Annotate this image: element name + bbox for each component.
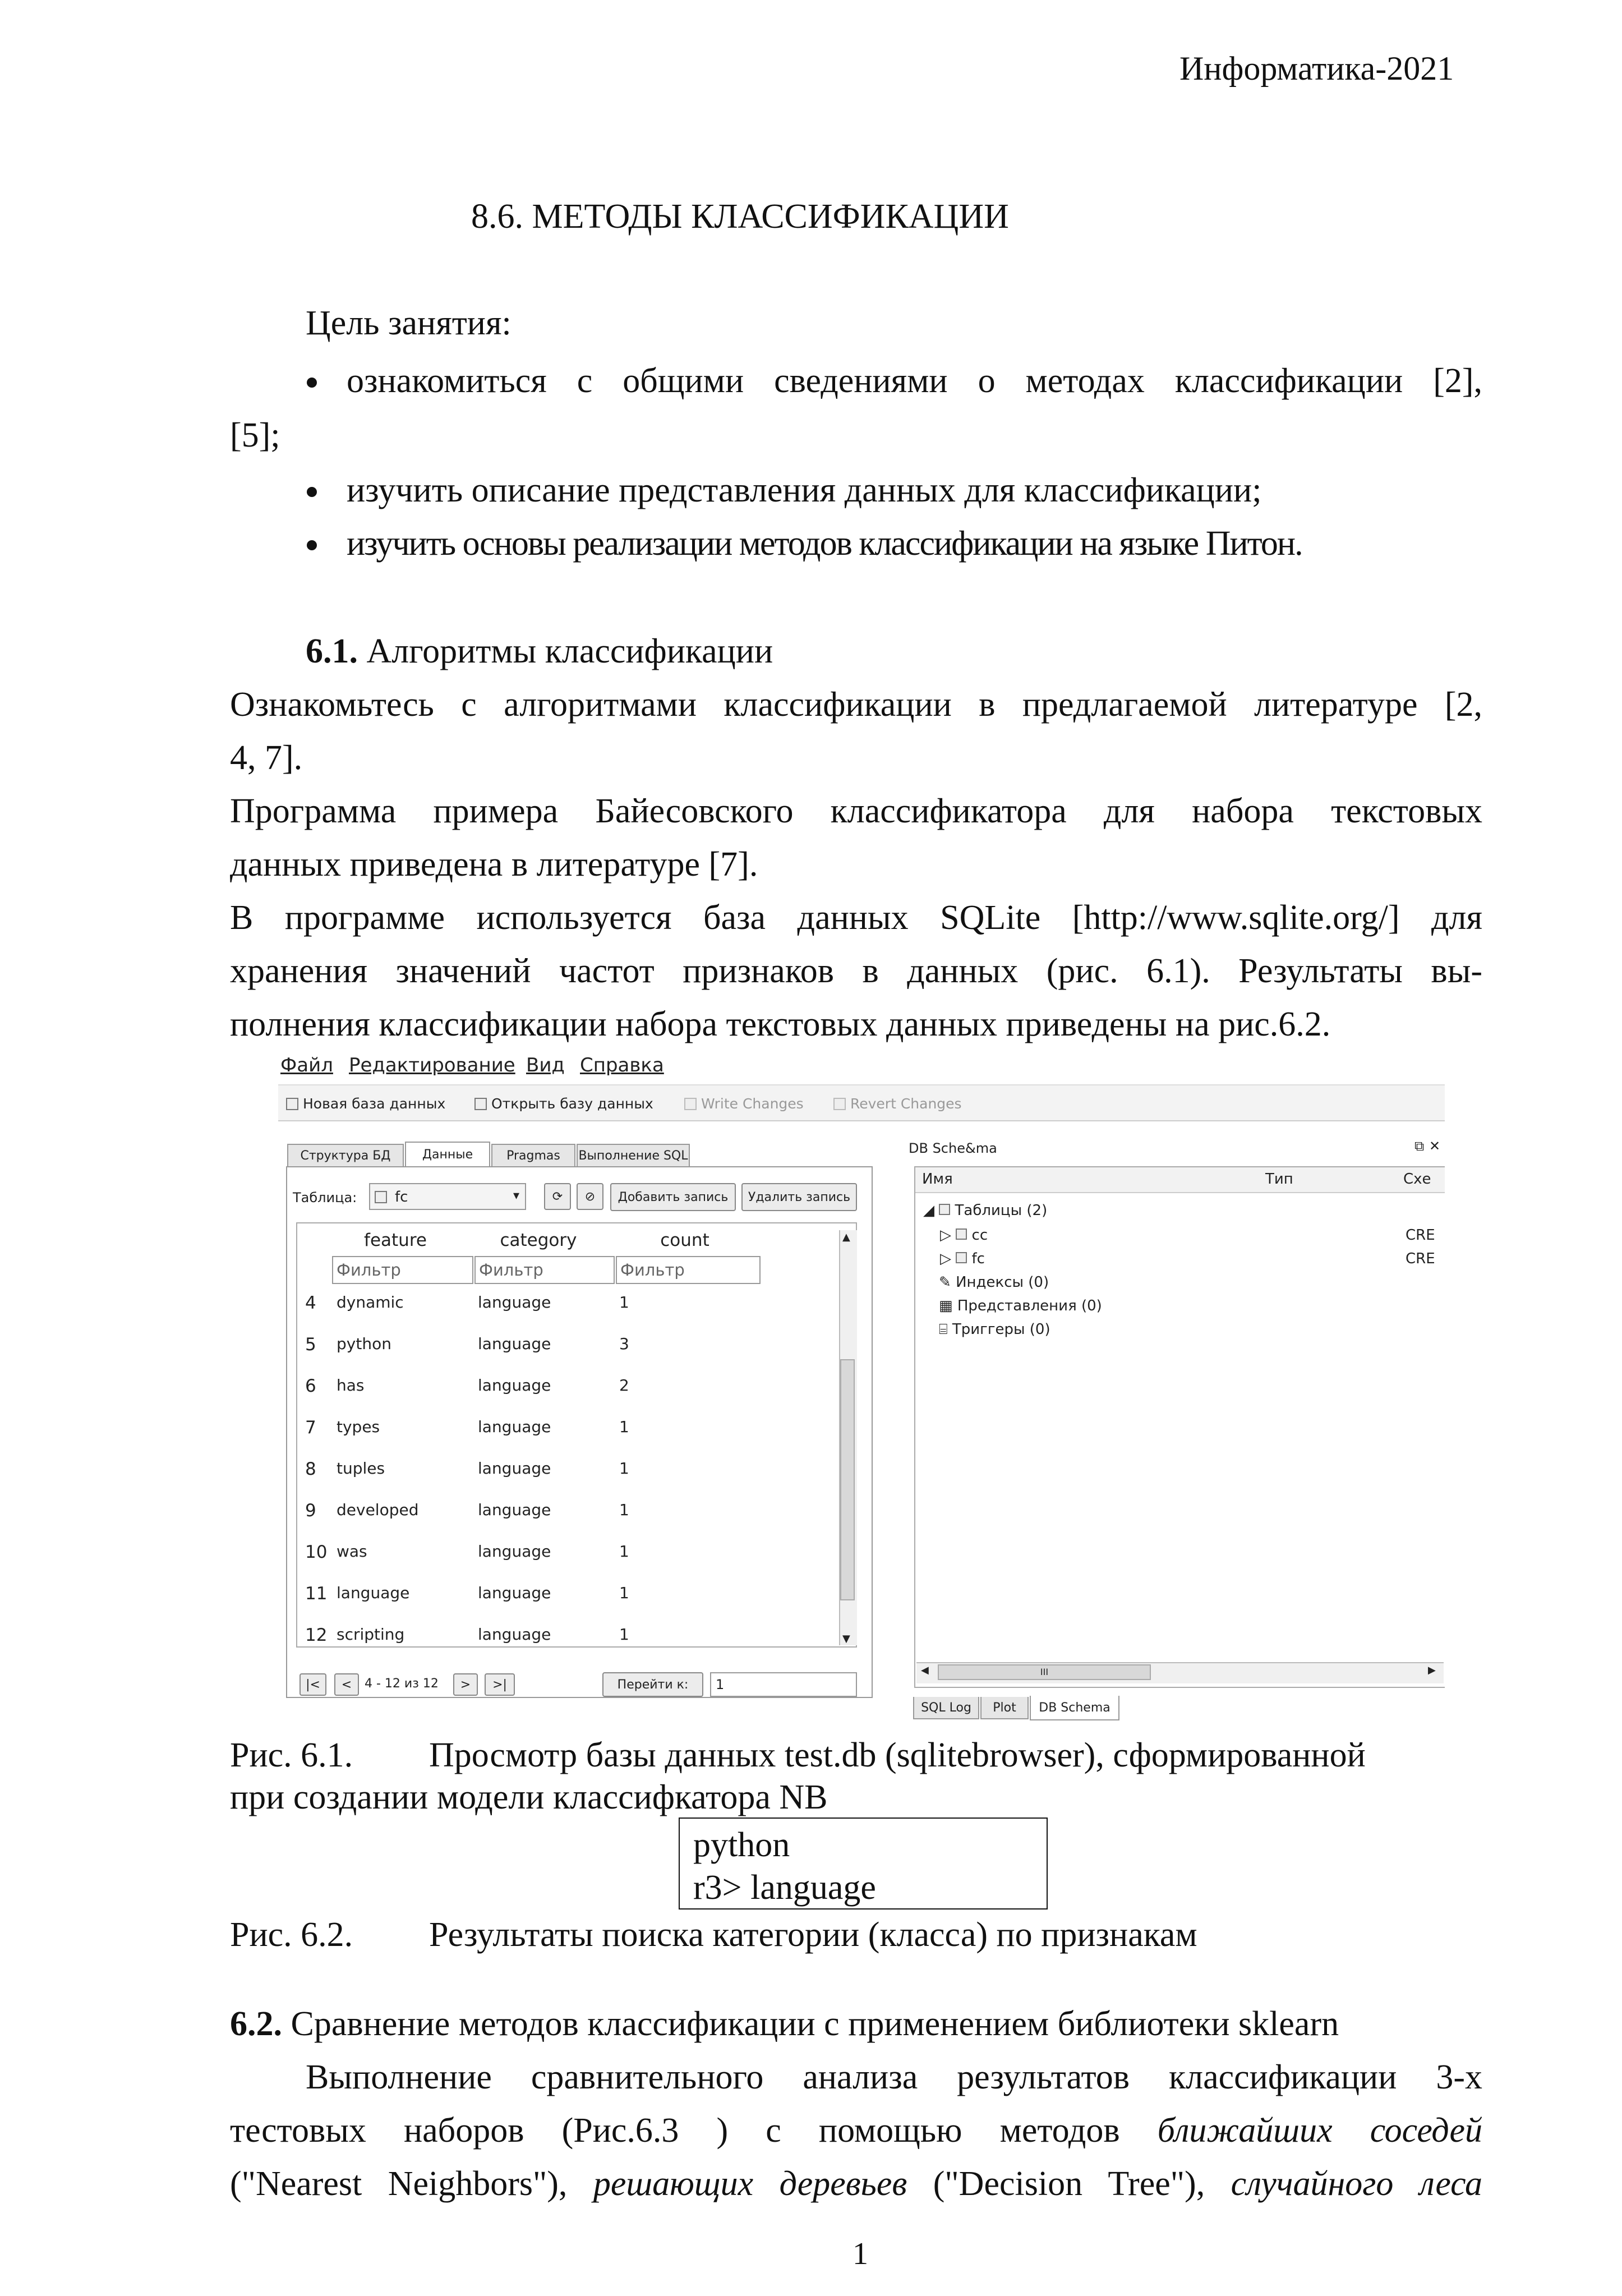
cell-count[interactable]: 1 <box>619 1542 629 1561</box>
cell-feature[interactable]: was <box>337 1542 367 1561</box>
figure-6-1-caption-line-1: Просмотр базы данных test.db (sqlitebrowser), сформированной <box>429 1736 1366 1774</box>
scrollbar-thumb[interactable] <box>840 1359 855 1600</box>
cell-feature[interactable]: types <box>337 1418 380 1436</box>
cell-count[interactable]: 1 <box>619 1625 629 1644</box>
paragraph-line <box>230 2113 1482 2148</box>
paragraph-line: 4, 7]. <box>230 739 303 777</box>
cell-category[interactable]: language <box>478 1625 551 1644</box>
output-line-1: python <box>693 1826 790 1864</box>
next-page-button[interactable]: > <box>453 1673 478 1696</box>
tree-table-cc-schema: CRE <box>1406 1227 1435 1244</box>
row-number: 4 <box>305 1293 316 1313</box>
prev-page-button[interactable]: < <box>334 1673 359 1696</box>
collapsed-icon: ▷ <box>940 1227 956 1244</box>
schema-header-row <box>915 1167 1445 1193</box>
first-page-button[interactable]: |< <box>299 1673 326 1696</box>
clear-filters-button[interactable]: ⊘ <box>577 1183 603 1210</box>
cell-count[interactable]: 1 <box>619 1459 629 1478</box>
cell-category[interactable]: language <box>478 1335 551 1353</box>
cell-feature[interactable]: python <box>337 1335 391 1353</box>
tab-execute-sql[interactable]: Выполнение SQL <box>577 1144 690 1166</box>
cell-category[interactable]: language <box>478 1459 551 1478</box>
refresh-button[interactable]: ⟳ <box>544 1183 571 1210</box>
toolbar <box>278 1084 1445 1121</box>
delete-record-button[interactable]: Удалить запись <box>741 1183 857 1211</box>
scroll-right-icon[interactable]: ▶ <box>1428 1664 1436 1676</box>
schema-column-name[interactable]: Имя <box>922 1171 953 1188</box>
goto-input-value: 1 <box>716 1677 725 1692</box>
figure-6-1-caption-line-2: при создании модели классифкатора NB <box>230 1778 828 1816</box>
table-select-value: fc <box>395 1189 408 1205</box>
goal-label: Цель занятия: <box>306 304 512 342</box>
paragraph-line: полнения классификации набора текстовых данных приведены на рис.6.2. <box>230 1005 1331 1043</box>
new-database-button[interactable]: Новая база данных <box>286 1096 445 1112</box>
row-number: 8 <box>305 1459 316 1479</box>
running-title: Информатика-2021 <box>1179 50 1454 87</box>
tab-pragmas[interactable]: Pragmas <box>491 1144 575 1166</box>
cell-count[interactable]: 2 <box>619 1376 629 1395</box>
chevron-down-icon: ▾ <box>513 1189 519 1203</box>
undo-icon <box>833 1098 846 1110</box>
filter-input-category[interactable]: Фильтр <box>474 1256 615 1284</box>
goto-button[interactable]: Перейти к: <box>602 1672 703 1697</box>
goto-input[interactable] <box>710 1672 857 1697</box>
subsection-number: 6.1. <box>306 632 358 670</box>
menu-view[interactable]: Вид <box>526 1054 565 1076</box>
schema-tree <box>914 1166 1445 1688</box>
cell-count[interactable]: 3 <box>619 1335 629 1353</box>
float-icon[interactable]: ⧉ <box>1414 1138 1425 1154</box>
add-record-button[interactable]: Добавить запись <box>610 1183 736 1211</box>
row-number: 6 <box>305 1376 316 1396</box>
tree-triggers[interactable]: ⌸ Триггеры (0) <box>939 1321 1050 1338</box>
table-row[interactable] <box>297 1372 836 1413</box>
paragraph-line: Выполнение сравнительного анализа результатов классификации 3-х <box>306 2058 1482 2096</box>
filter-input-feature[interactable]: Фильтр <box>332 1256 473 1284</box>
table-icon <box>956 1252 967 1263</box>
paragraph-line: хранения значений частот признаков в данных (рис. 6.1). Результаты вы- <box>230 952 1482 990</box>
save-icon <box>684 1098 697 1110</box>
collapsed-icon: ▷ <box>940 1250 956 1267</box>
cell-category[interactable]: language <box>478 1542 551 1561</box>
cell-category[interactable]: language <box>478 1418 551 1436</box>
italic-term: решающих деревьев <box>593 2165 907 2203</box>
row-number: 11 <box>305 1584 328 1604</box>
cell-count[interactable]: 1 <box>619 1293 629 1312</box>
menu-help[interactable]: Справка <box>580 1054 664 1076</box>
bullet-icon <box>307 540 317 550</box>
italic-term: ближайших соседей <box>1157 2111 1482 2150</box>
paragraph-line: Ознакомьтесь с алгоритмами классификации в предлагаемой литературе [2, <box>230 685 1482 724</box>
tree-table-fc[interactable]: ▷ fc <box>940 1250 985 1267</box>
table-icon <box>956 1228 967 1240</box>
menu-file[interactable]: Файл <box>280 1054 333 1076</box>
folder-icon <box>939 1204 950 1215</box>
cell-category[interactable]: language <box>478 1501 551 1519</box>
cell-feature[interactable]: language <box>337 1584 410 1602</box>
goal-item-1: ознакомиться с общими сведениями о методах классификации [2], <box>347 362 1482 400</box>
cell-category[interactable]: language <box>478 1376 551 1395</box>
sqlitebrowser-screenshot <box>278 1051 1445 1723</box>
open-folder-icon <box>474 1098 487 1110</box>
view-icon: ▦ <box>939 1297 957 1314</box>
paragraph-line: В программе используется база данных SQLite [http://www.sqlite.org/] для <box>230 899 1482 937</box>
cell-category[interactable]: language <box>478 1293 551 1312</box>
last-page-button[interactable]: >| <box>485 1673 515 1696</box>
subsection-6-1-heading <box>306 634 773 669</box>
cell-count[interactable]: 1 <box>619 1501 629 1519</box>
paragraph-line: данных приведена в литературе [7]. <box>230 845 758 884</box>
page-number: 1 <box>853 2237 868 2271</box>
output-line-2: r3> language <box>693 1869 876 1907</box>
cell-count[interactable]: 1 <box>619 1418 629 1436</box>
italic-term: случайного леса <box>1231 2165 1482 2203</box>
paragraph-line <box>230 2166 1482 2201</box>
tree-tables[interactable]: ◢ Таблицы (2) <box>923 1202 1048 1219</box>
tab-data[interactable]: Данные <box>405 1142 490 1166</box>
revert-changes-button[interactable]: Revert Changes <box>833 1096 962 1112</box>
write-changes-button[interactable]: Write Changes <box>684 1096 804 1112</box>
cell-feature[interactable]: has <box>337 1376 365 1395</box>
goal-item-1-continuation: [5]; <box>230 416 280 454</box>
row-number: 12 <box>305 1625 328 1645</box>
open-database-button[interactable]: Открыть базу данных <box>474 1096 653 1112</box>
bullet-icon <box>307 487 317 497</box>
figure-6-1-label: Рис. 6.1. <box>230 1736 353 1774</box>
tab-structure[interactable]: Структура БД <box>287 1144 404 1166</box>
schema-column-schema[interactable]: Схе <box>1403 1171 1431 1188</box>
text-run: ("Decision Tree"), <box>907 2165 1231 2203</box>
column-header-feature[interactable]: feature <box>364 1230 427 1250</box>
new-file-icon <box>286 1098 298 1110</box>
tree-table-cc[interactable]: ▷ cc <box>940 1227 988 1244</box>
tab-db-schema[interactable]: DB Schema <box>1030 1696 1119 1720</box>
row-number: 9 <box>305 1501 316 1521</box>
tab-plot[interactable]: Plot <box>980 1697 1029 1719</box>
schema-panel-title: DB Sche&ma <box>909 1140 997 1156</box>
scroll-down-icon[interactable]: ▼ <box>842 1633 850 1645</box>
table-label: Таблица: <box>293 1190 357 1205</box>
text-run: ("Nearest Neighbors"), <box>230 2165 593 2203</box>
text-run: тестовых наборов (Рис.6.3 ) с помощью методов <box>230 2111 1158 2150</box>
row-number: 5 <box>305 1335 316 1355</box>
column-header-count[interactable]: count <box>660 1230 709 1250</box>
filter-input-count[interactable]: Фильтр <box>616 1256 761 1284</box>
bullet-icon <box>307 378 317 388</box>
goal-item-3: изучить основы реализации методов классификации на языке Питон. <box>347 524 1302 563</box>
tree-indexes[interactable]: ✎ Индексы (0) <box>939 1274 1049 1291</box>
tree-table-fc-schema: CRE <box>1406 1250 1435 1267</box>
schema-column-type[interactable]: Тип <box>1265 1171 1293 1188</box>
horizontal-scrollbar-thumb[interactable]: III <box>938 1664 1151 1680</box>
cell-feature[interactable]: dynamic <box>337 1293 404 1312</box>
table-select[interactable] <box>369 1183 526 1210</box>
cell-feature[interactable]: developed <box>337 1501 419 1519</box>
index-icon: ✎ <box>939 1274 956 1291</box>
scroll-up-icon[interactable]: ▲ <box>842 1231 850 1243</box>
tab-sql-log[interactable]: SQL Log <box>913 1697 979 1719</box>
section-title: 8.6. МЕТОДЫ КЛАССИФИКАЦИИ <box>471 197 1009 236</box>
subsection-title: Алгоритмы классификации <box>358 632 773 670</box>
figure-6-2-caption: Результаты поиска категории (класса) по признакам <box>429 1916 1197 1954</box>
page-status: 4 - 12 из 12 <box>365 1677 439 1691</box>
table-row[interactable] <box>297 1538 836 1579</box>
row-number: 7 <box>305 1418 316 1438</box>
table-icon <box>375 1191 387 1203</box>
goal-item-2: изучить описание представления данных для классификации; <box>347 471 1262 509</box>
cell-feature[interactable]: tuples <box>337 1459 385 1478</box>
cell-count[interactable]: 1 <box>619 1584 629 1602</box>
close-icon[interactable]: ✕ <box>1429 1138 1441 1154</box>
menu-edit[interactable]: Редактирование <box>349 1054 515 1076</box>
subsection-title: Сравнение методов классификации с применением библиотеки sklearn <box>282 2005 1339 2043</box>
paragraph-line: Программа примера Байесовского классификатора для набора текстовых <box>230 792 1482 830</box>
figure-6-2-label: Рис. 6.2. <box>230 1916 353 1954</box>
cell-category[interactable]: language <box>478 1584 551 1602</box>
scroll-left-icon[interactable]: ◀ <box>921 1664 929 1676</box>
tree-views[interactable]: ▦ Представления (0) <box>939 1297 1102 1314</box>
subsection-6-2-heading <box>230 2007 1339 2041</box>
row-number: 10 <box>305 1542 328 1562</box>
trigger-icon: ⌸ <box>939 1321 952 1338</box>
subsection-number: 6.2. <box>230 2005 282 2043</box>
expanded-icon: ◢ <box>923 1202 939 1219</box>
cell-feature[interactable]: scripting <box>337 1625 405 1644</box>
column-header-category[interactable]: category <box>500 1230 577 1250</box>
